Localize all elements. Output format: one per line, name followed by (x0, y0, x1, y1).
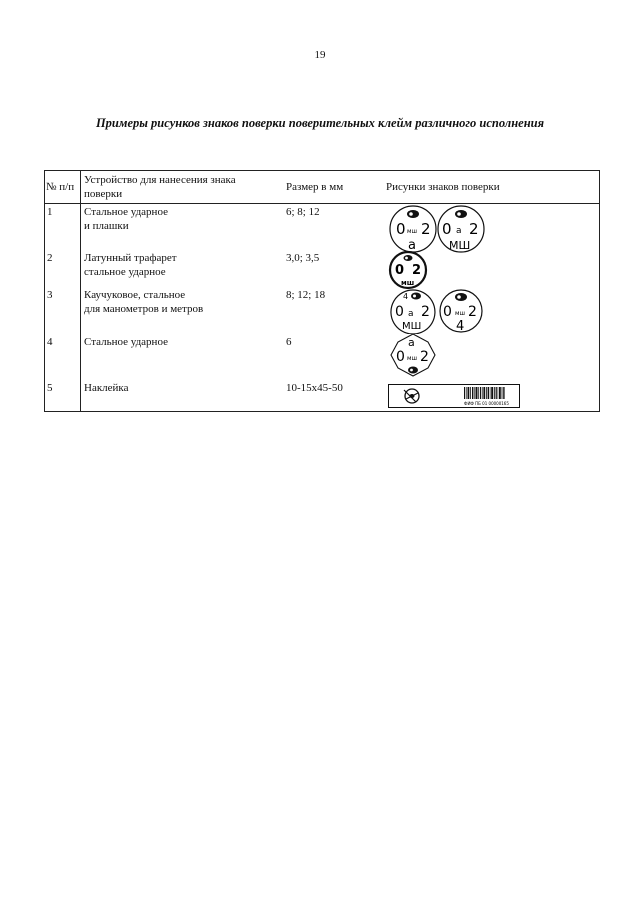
svg-text:а: а (408, 238, 416, 253)
svg-text:4: 4 (456, 319, 465, 334)
row3-num: 3 (47, 289, 53, 301)
row2-num: 2 (47, 252, 53, 264)
mark-r3-a (388, 288, 438, 334)
row2-device-line2: стальное ударное (84, 266, 166, 278)
svg-text:2: 2 (468, 304, 477, 320)
sticker-mark (388, 384, 520, 408)
mark-r1-a (388, 204, 438, 254)
column-divider (80, 171, 81, 411)
row1-device-line2: и плашки (84, 220, 129, 232)
header-divider (45, 203, 599, 204)
svg-text:МШ: МШ (449, 239, 471, 252)
row1-device-line1: Стальное ударное (84, 206, 168, 218)
row4-size: 6 (286, 336, 292, 348)
sticker-emblem-icon (404, 389, 419, 403)
row2-device-line1: Латунный трафарет (84, 252, 177, 264)
svg-text:а: а (456, 226, 462, 236)
svg-text:2: 2 (421, 220, 431, 238)
svg-text:2: 2 (421, 304, 430, 320)
row3-device-line2: для манометров и метров (84, 303, 204, 315)
barcode-icon (464, 387, 505, 399)
svg-text:0: 0 (395, 263, 405, 278)
svg-text:2: 2 (469, 220, 479, 238)
row4-device-line1: Стальное ударное (84, 336, 168, 348)
svg-text:4: 4 (403, 292, 409, 301)
row1-num: 1 (47, 206, 53, 218)
page-number: 19 (314, 49, 326, 61)
header-device: Устройство для нанесения знака поверки (84, 174, 236, 200)
svg-text:0: 0 (395, 304, 404, 320)
row4-num: 4 (47, 336, 53, 348)
svg-text:ФИФ ПБ 01 00000165: ФИФ ПБ 01 00000165 (464, 401, 509, 406)
svg-text:2: 2 (412, 263, 422, 278)
header-marks: Рисунки знаков поверки (386, 181, 500, 193)
svg-text:мш: мш (401, 279, 415, 287)
row2-size: 3,0; 3,5 (286, 252, 320, 264)
svg-text:0: 0 (443, 304, 452, 320)
svg-text:2: 2 (420, 349, 429, 365)
svg-text:а: а (408, 309, 414, 319)
svg-text:мш: мш (455, 310, 466, 317)
row5-num: 5 (47, 382, 53, 394)
svg-text:а: а (408, 336, 415, 349)
header-num: № п/п (46, 181, 75, 193)
row5-device-line1: Наклейка (84, 382, 129, 394)
mark-r2 (388, 250, 428, 290)
svg-text:0: 0 (396, 220, 406, 238)
svg-text:мш: мш (407, 228, 418, 235)
mark-r1-b (436, 204, 486, 254)
header-size: Размер в мм (286, 181, 344, 193)
svg-text:0: 0 (396, 349, 405, 365)
mark-r4 (388, 332, 438, 378)
svg-text:МШ: МШ (402, 321, 422, 332)
row3-device-line1: Каучуковое, стальное (84, 289, 186, 301)
svg-text:мш: мш (407, 355, 418, 362)
mark-r3-b (436, 288, 486, 334)
row1-size: 6; 8; 12 (286, 206, 320, 218)
document-title: Примеры рисунков знаков поверки поверительных клейм различного исполнения (95, 116, 545, 130)
svg-text:0: 0 (442, 220, 452, 238)
row3-size: 8; 12; 18 (286, 289, 326, 301)
row5-size: 10-15x45-50 (286, 382, 343, 394)
verification-marks-table (44, 170, 600, 412)
